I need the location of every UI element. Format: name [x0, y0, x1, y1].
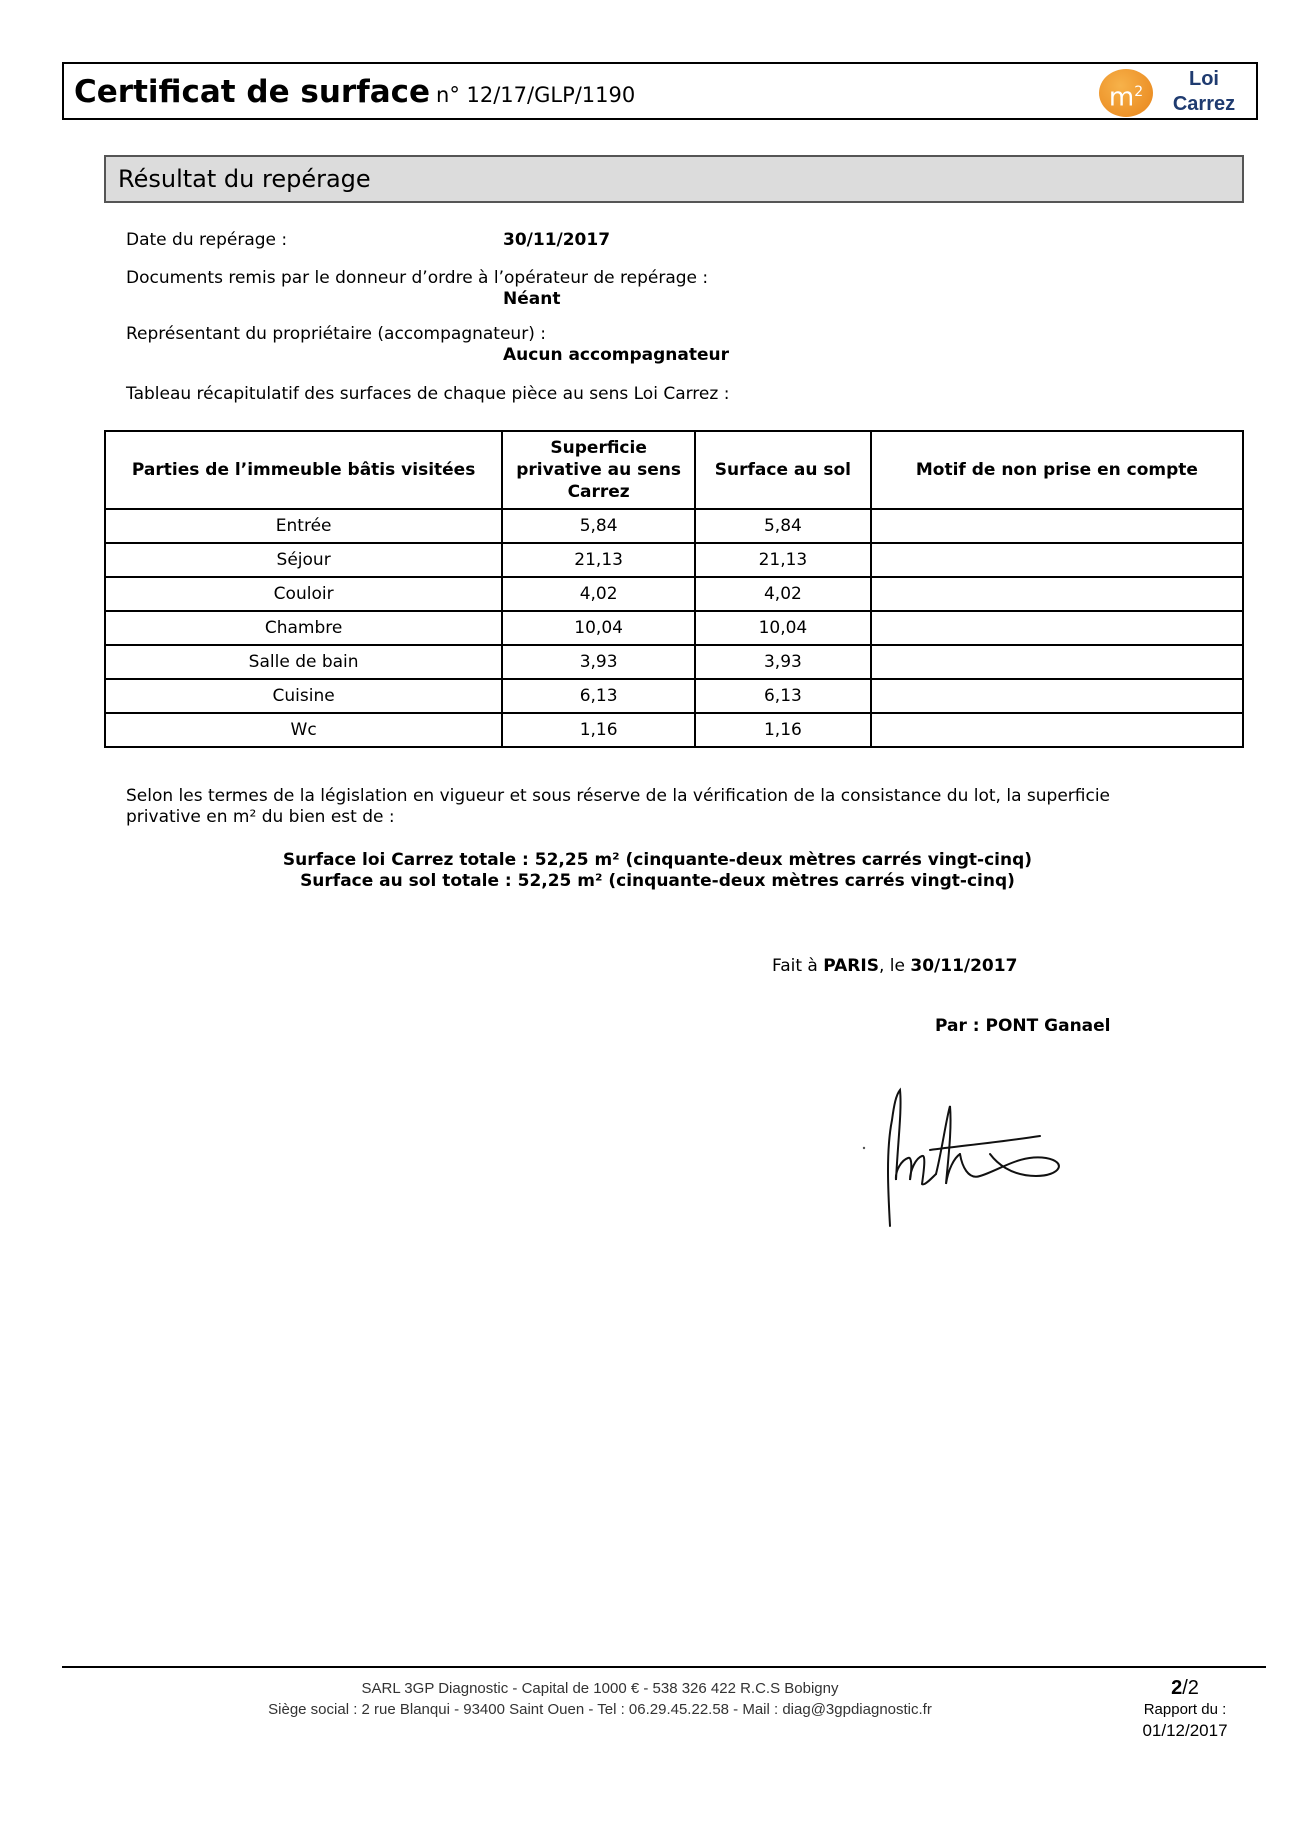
exclusion-reason: [871, 611, 1243, 645]
documents-label: Documents remis par le donneur d’ordre à l’opérateur de repérage :: [126, 268, 709, 288]
logo-mark: m: [1108, 82, 1135, 113]
documents-value: Néant: [503, 289, 561, 309]
carrez-surface: 3,93: [502, 645, 695, 679]
report-label: Rapport du :: [1143, 1701, 1227, 1718]
table-row: [105, 713, 1243, 747]
logo-line1: Loi: [1189, 68, 1219, 90]
date-label: Date du repérage :: [126, 230, 288, 250]
floor-surface: 5,84: [695, 509, 871, 543]
table-row: [105, 509, 1243, 543]
carrez-surface: 1,16: [502, 713, 695, 747]
fait-prefix: Fait à: [772, 956, 824, 976]
room-name: Salle de bain: [105, 645, 502, 679]
table-row: [105, 577, 1243, 611]
exclusion-reason: [871, 645, 1243, 679]
exclusion-reason: [871, 713, 1243, 747]
carrez-surface: 4,02: [502, 577, 695, 611]
table-row: [105, 645, 1243, 679]
surface-table: [104, 430, 1244, 748]
signoff-date: 30/11/2017: [910, 956, 1018, 976]
table-row: [105, 611, 1243, 645]
exclusion-reason: [871, 679, 1243, 713]
exclusion-reason: [871, 543, 1243, 577]
company-info: [150, 1678, 1050, 1720]
company-line2: Siège social : 2 rue Blanqui - 93400 Saint Ouen - Tel : 06.29.45.22.58 - Mail : diag@3gpdiagnostic.fr: [268, 1701, 932, 1718]
exclusion-reason: [871, 509, 1243, 543]
title-text: Certificat de surface: [74, 74, 431, 110]
floor-surface: 10,04: [695, 611, 871, 645]
page-info: [1120, 1678, 1250, 1741]
carrez-surface: 21,13: [502, 543, 695, 577]
floor-surface: 21,13: [695, 543, 871, 577]
exclusion-reason: [871, 577, 1243, 611]
page-number: [1120, 1678, 1250, 1699]
document-header: [62, 62, 1258, 120]
report-date: 01/12/2017: [1142, 1721, 1228, 1740]
floor-surface: 3,93: [695, 645, 871, 679]
footer-divider: [62, 1666, 1266, 1668]
floor-surface: 6,13: [695, 679, 871, 713]
city: PARIS: [823, 956, 879, 976]
carrez-surface: 6,13: [502, 679, 695, 713]
table-row: [105, 543, 1243, 577]
m2-logo-icon: [1099, 69, 1153, 117]
representative-label: Représentant du propriétaire (accompagnateur) :: [126, 324, 546, 344]
signature-image: [850, 1050, 1130, 1240]
section-title: Résultat du repérage: [104, 155, 1244, 203]
logo-text: [1159, 67, 1249, 117]
header-superficie-carrez: Superficie privative au sens Carrez: [502, 431, 695, 509]
table-intro: Tableau récapitulatif des surfaces de chaque pièce au sens Loi Carrez :: [126, 384, 730, 404]
floor-surface: 1,16: [695, 713, 871, 747]
logo-mark-sup: 2: [1134, 84, 1144, 100]
carrez-surface: 10,04: [502, 611, 695, 645]
table-header-row: [105, 431, 1243, 509]
carrez-surface: 5,84: [502, 509, 695, 543]
room-name: Entrée: [105, 509, 502, 543]
date-value: 30/11/2017: [503, 230, 611, 250]
certificate-number: n° 12/17/GLP/1190: [436, 83, 636, 107]
room-name: Séjour: [105, 543, 502, 577]
table-row: [105, 679, 1243, 713]
company-line1: SARL 3GP Diagnostic - Capital de 1000 € - 538 326 422 R.C.S Bobigny: [361, 1680, 839, 1697]
fait-a-line: [772, 956, 1017, 976]
header-parties: Parties de l’immeuble bâtis visitées: [105, 431, 502, 509]
conclusion-line2: privative en m² du bien est de :: [126, 807, 395, 827]
room-name: Couloir: [105, 577, 502, 611]
header-surface-sol: Surface au sol: [695, 431, 871, 509]
floor-surface: 4,02: [695, 577, 871, 611]
representative-value: Aucun accompagnateur: [503, 345, 730, 365]
page-total: /2: [1182, 1677, 1199, 1699]
room-name: Wc: [105, 713, 502, 747]
signatory: Par : PONT Ganael: [935, 1016, 1111, 1036]
conclusion-line1: Selon les termes de la législation en vigueur et sous réserve de la vérification de la consistance du lot, la superficie: [126, 786, 1110, 806]
header-motif: Motif de non prise en compte: [871, 431, 1243, 509]
logo-line2: Carrez: [1172, 93, 1236, 115]
total-sol: Surface au sol totale : 52,25 m² (cinquante-deux mètres carrés vingt-cinq): [300, 871, 1015, 891]
document-title: [74, 74, 635, 110]
room-name: Cuisine: [105, 679, 502, 713]
total-carrez: Surface loi Carrez totale : 52,25 m² (cinquante-deux mètres carrés vingt-cinq): [282, 850, 1033, 870]
le-text: , le: [878, 956, 911, 976]
page-current: 2: [1171, 1677, 1183, 1699]
room-name: Chambre: [105, 611, 502, 645]
